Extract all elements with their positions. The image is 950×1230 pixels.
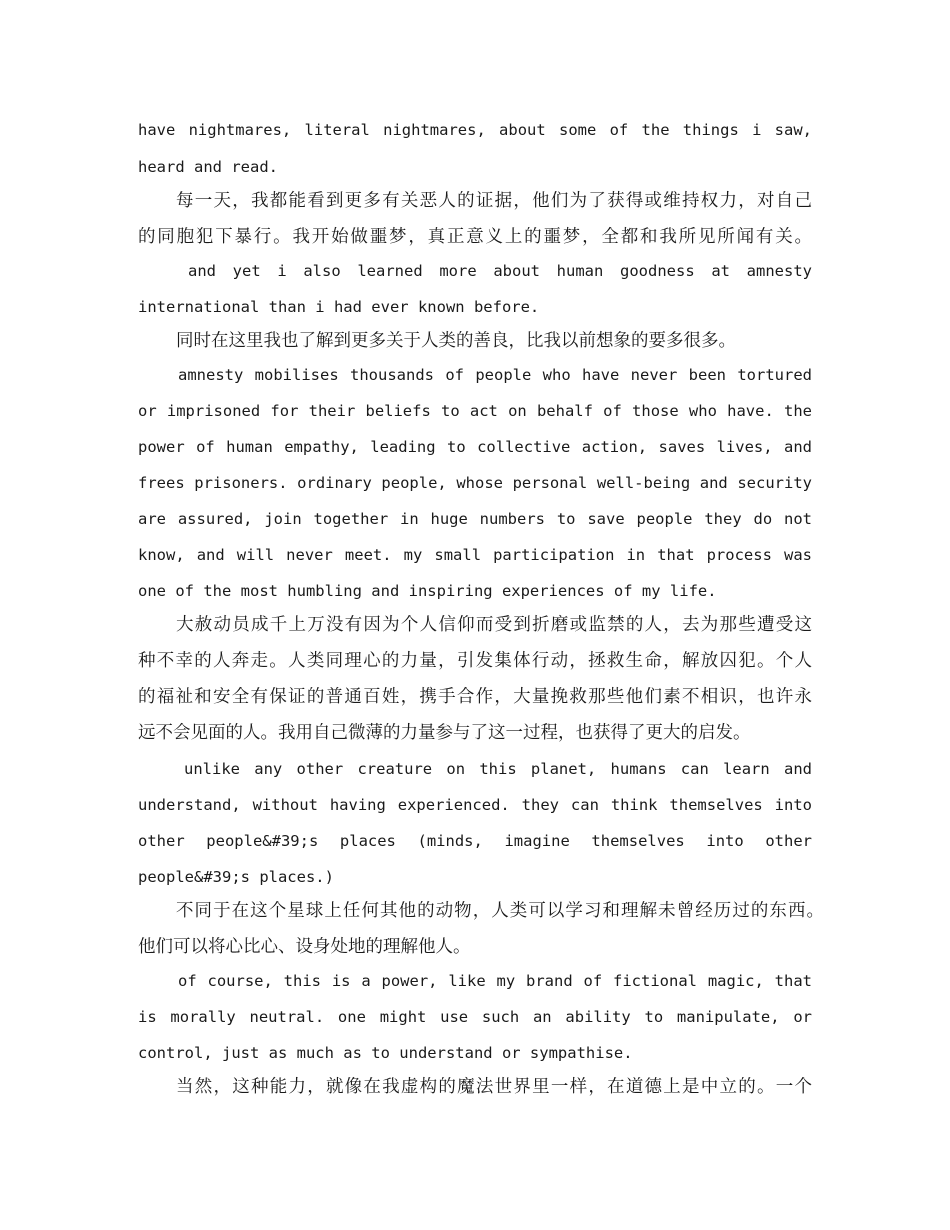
text-line: and yet i also learned more about human goodness at amnesty	[188, 262, 812, 280]
text-line: 每一天，我都能看到更多有关恶人的证据，他们为了获得或维持权力，对自己	[176, 191, 812, 211]
text-line: one of the most humbling and inspiring experiences of my life.	[138, 582, 717, 600]
text-line: is morally neutral. one might use such an ability to manipulate, or	[138, 1008, 812, 1026]
text-line: unlike any other creature on this planet, humans can learn and	[184, 760, 812, 778]
text-line: amnesty mobilises thousands of people who have never been tortured	[178, 366, 812, 384]
text-line: know, and will never meet. my small participation in that process was	[138, 546, 812, 564]
text-line: understand, without having experienced. they can think themselves into	[138, 796, 812, 814]
text-line: or imprisoned for their beliefs to act on behalf of those who have. the	[138, 402, 812, 420]
text-line: 同时在这里我也了解到更多关于人类的善良，比我以前想象的要多很多。	[176, 331, 736, 351]
text-line: other people&#39;s places (minds, imagine themselves into other	[138, 832, 812, 850]
text-line: are assured, join together in huge numbers to save people they do not	[138, 510, 812, 528]
text-line: international than i had ever known before.	[138, 298, 540, 316]
text-line: people&#39;s places.)	[138, 868, 334, 886]
text-line: heard and read.	[138, 158, 278, 176]
text-line: 远不会见面的人。我用自己微薄的力量参与了这一过程，也获得了更大的启发。	[138, 723, 751, 743]
text-line: frees prisoners. ordinary people, whose personal well-being and security	[138, 474, 812, 492]
text-line: 他们可以将心比心、设身处地的理解他人。	[138, 937, 471, 957]
text-line: control, just as much as to understand or sympathise.	[138, 1044, 633, 1062]
text-line: 不同于在这个星球上任何其他的动物，人类可以学习和理解未曾经历过的东西。	[176, 901, 824, 921]
text-line: 的福祉和安全有保证的普通百姓，携手合作，大量挽救那些他们素不相识，也许永	[138, 687, 812, 707]
text-line: of course, this is a power, like my brand of fictional magic, that	[178, 972, 812, 990]
text-line: 的同胞犯下暴行。我开始做噩梦，真正意义上的噩梦，全都和我所见所闻有关。	[138, 227, 812, 247]
text-line: power of human empathy, leading to collective action, saves lives, and	[138, 438, 812, 456]
text-line: 大赦动员成千上万没有因为个人信仰而受到折磨或监禁的人，去为那些遭受这	[176, 615, 812, 635]
text-line: 当然，这种能力，就像在我虚构的魔法世界里一样，在道德上是中立的。一个	[176, 1077, 812, 1097]
text-line: have nightmares, literal nightmares, about some of the things i saw,	[138, 121, 812, 139]
text-line: 种不幸的人奔走。人类同理心的力量，引发集体行动，拯救生命，解放囚犯。个人	[138, 651, 812, 671]
